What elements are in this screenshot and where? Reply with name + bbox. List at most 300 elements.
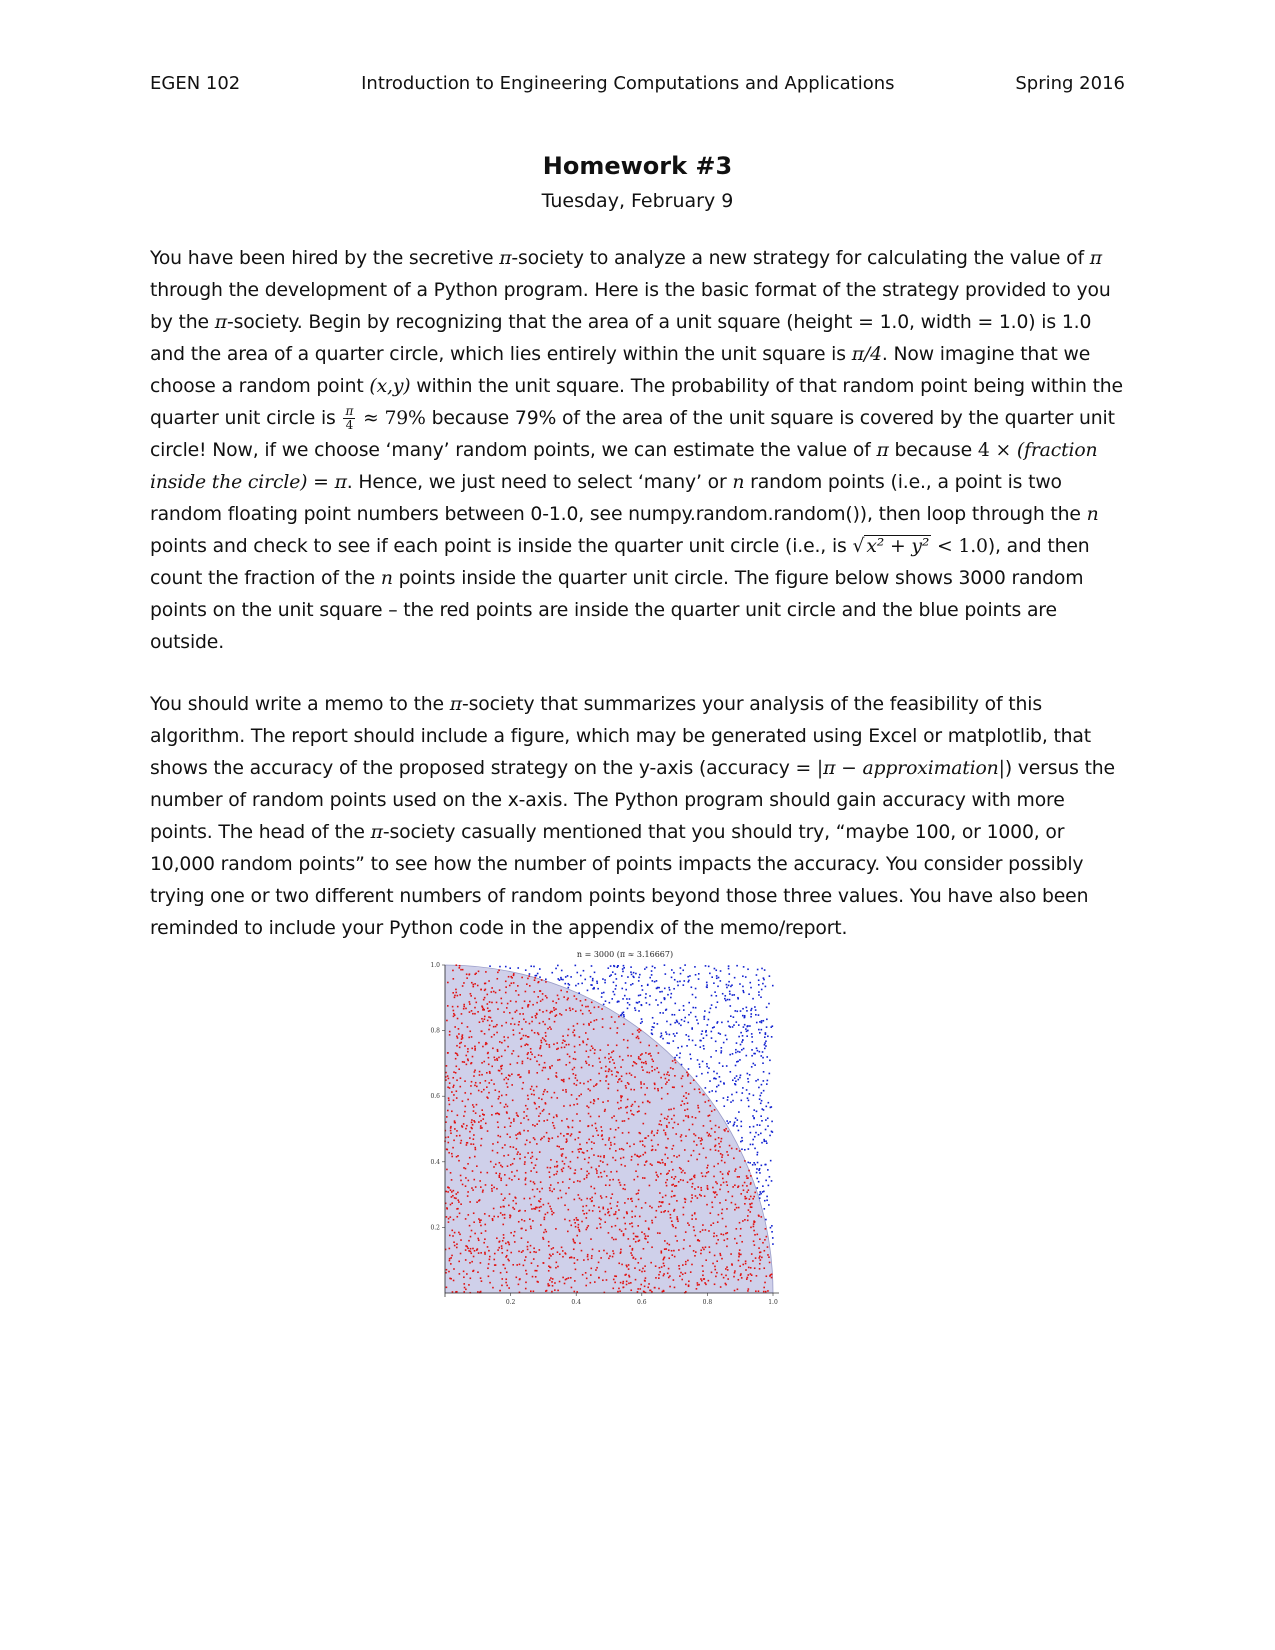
point-inside [517, 1062, 519, 1064]
point-inside [538, 1120, 540, 1122]
point-inside [629, 1146, 631, 1148]
point-inside [542, 1262, 544, 1264]
point-outside [517, 967, 519, 969]
point-inside [464, 1080, 466, 1082]
point-outside [771, 1036, 773, 1038]
point-inside [525, 991, 527, 993]
point-inside [631, 1159, 633, 1161]
point-inside [465, 1259, 467, 1261]
point-inside [619, 1148, 621, 1150]
point-inside [587, 1225, 589, 1227]
point-inside [710, 1135, 712, 1137]
point-outside [754, 1136, 756, 1138]
point-inside [483, 999, 485, 1001]
point-inside [574, 1067, 576, 1069]
point-inside [460, 969, 462, 971]
point-inside [557, 1136, 559, 1138]
point-inside [701, 1172, 703, 1174]
point-outside [713, 982, 715, 984]
point-inside [474, 1121, 476, 1123]
point-inside [698, 1284, 700, 1286]
point-inside [737, 1176, 739, 1178]
point-inside [731, 1202, 733, 1204]
point-inside [469, 1225, 471, 1227]
point-inside [602, 1279, 604, 1281]
point-inside [644, 1238, 646, 1240]
point-outside [630, 984, 632, 986]
point-outside [692, 994, 694, 996]
point-outside [749, 1162, 751, 1164]
point-inside [511, 1084, 513, 1086]
point-inside [504, 1144, 506, 1146]
point-inside [702, 1270, 704, 1272]
point-inside [502, 1252, 504, 1254]
point-inside [641, 1066, 643, 1068]
point-outside [747, 1162, 749, 1164]
point-outside [766, 1018, 768, 1020]
point-inside [531, 1021, 533, 1023]
point-outside [716, 975, 718, 977]
point-inside [540, 990, 542, 992]
point-inside [609, 1215, 611, 1217]
paragraph-1: You have been hired by the secretive π-society to analyze a new strategy for calculating the value of π through the development of a Python program. Here is the basic format of the strategy provided to you by the π-society. Begin by recognizing that the area of a unit square (height = 1.0, width = 1.0) is 1.0 and the area of a quarter circle, which lies entirely within the unit square is π/4. Now imagine that we choose a random point (x,y) within the unit square. The probability of that random point being within the quarter unit circle is $\frac{\pi}{4}$ ≈ 79% because 79% of the area of the unit square is covered by the quarter unit circle! Now, if we choose ‘many’ random points, we can estimate the value of π because 4 × (fraction inside the circle) = π. Hence, we just need to select ‘many’ or n random points (i.e., a point is two random floating point numbers between 0-1.0, see numpy.random.random()), then loop through the n points and check to see if each point is inside the quarter unit circle (i.e., is √ x² + y² < 1.0), and then count the fraction of the n points inside the quarter unit circle. The figure below shows 3000 random points on the unit square – the red points are inside the quarter unit circle and the blue points are outside. [150, 248, 1123, 653]
point-inside [540, 1000, 542, 1002]
point-inside [708, 1135, 710, 1137]
point-outside [732, 1100, 734, 1102]
point-outside [735, 1052, 737, 1054]
point-inside [561, 1197, 563, 1199]
point-inside [573, 1058, 575, 1060]
point-inside [593, 1086, 595, 1088]
point-inside [704, 1101, 706, 1103]
point-outside [696, 1019, 698, 1021]
point-inside [721, 1156, 723, 1158]
point-inside [513, 1034, 515, 1036]
point-inside [613, 1115, 615, 1117]
point-inside [585, 1032, 587, 1034]
point-outside [662, 1012, 664, 1014]
point-inside [726, 1184, 728, 1186]
point-outside [489, 965, 491, 967]
point-inside [771, 1273, 773, 1275]
point-inside [549, 1206, 551, 1208]
point-inside [577, 1023, 579, 1025]
point-outside [658, 987, 660, 989]
point-outside [753, 1094, 755, 1096]
point-inside [481, 1062, 483, 1064]
point-inside [492, 1287, 494, 1289]
point-outside [742, 1015, 744, 1017]
point-inside [741, 1241, 743, 1243]
point-inside [549, 1138, 551, 1140]
point-inside [498, 1057, 500, 1059]
point-inside [581, 1005, 583, 1007]
point-outside [680, 1024, 682, 1026]
point-outside [763, 1071, 765, 1073]
point-inside [673, 1279, 675, 1281]
point-inside [629, 1073, 631, 1075]
point-outside [754, 1164, 756, 1166]
point-inside [517, 1151, 519, 1153]
point-inside [699, 1092, 701, 1094]
point-inside [472, 986, 474, 988]
point-outside [764, 1042, 766, 1044]
point-inside [601, 1008, 603, 1010]
point-outside [692, 1007, 694, 1009]
point-inside [548, 1140, 550, 1142]
point-inside [450, 1257, 452, 1259]
point-inside [705, 1259, 707, 1261]
point-outside [509, 967, 511, 969]
point-inside [657, 1176, 659, 1178]
x-tick-label: 0.6 [637, 1299, 647, 1306]
point-inside [590, 1198, 592, 1200]
point-inside [536, 1013, 538, 1015]
point-outside [752, 998, 754, 1000]
point-inside [657, 1144, 659, 1146]
point-inside [529, 1198, 531, 1200]
point-inside [738, 1207, 740, 1209]
point-inside [531, 1162, 533, 1164]
point-inside [691, 1197, 693, 1199]
point-inside [466, 1064, 468, 1066]
point-inside [620, 1158, 622, 1160]
point-inside [665, 1248, 667, 1250]
point-inside [727, 1269, 729, 1271]
point-outside [753, 1063, 755, 1065]
page-header [150, 73, 1125, 94]
point-inside [565, 1064, 567, 1066]
point-inside [627, 1047, 629, 1049]
point-outside [733, 1016, 735, 1018]
point-inside [519, 1279, 521, 1281]
point-inside [509, 985, 511, 987]
point-inside [745, 1269, 747, 1271]
point-inside [667, 1157, 669, 1159]
point-inside [545, 981, 547, 983]
point-inside [607, 1100, 609, 1102]
point-inside [613, 1253, 615, 1255]
point-inside [470, 1236, 472, 1238]
point-outside [753, 1162, 755, 1164]
point-outside [607, 967, 609, 969]
point-inside [510, 1125, 512, 1127]
point-inside [539, 1191, 541, 1193]
point-outside [699, 1046, 701, 1048]
point-inside [752, 1198, 754, 1200]
point-inside [769, 1275, 771, 1277]
point-outside [745, 976, 747, 978]
point-inside [709, 1252, 711, 1254]
point-inside [665, 1182, 667, 1184]
point-inside [534, 1270, 536, 1272]
point-inside [609, 1203, 611, 1205]
point-inside [469, 1030, 471, 1032]
point-inside [746, 1278, 748, 1280]
point-outside [723, 1097, 725, 1099]
point-inside [505, 986, 507, 988]
point-inside [742, 1185, 744, 1187]
point-outside [736, 965, 738, 967]
point-outside [597, 988, 599, 990]
point-inside [577, 1259, 579, 1261]
point-inside [670, 1217, 672, 1219]
point-inside [612, 1059, 614, 1061]
point-inside [680, 1136, 682, 1138]
point-outside [627, 1002, 629, 1004]
point-inside [604, 1057, 606, 1059]
point-inside [668, 1211, 670, 1213]
y-tick-label: 0.8 [430, 1027, 440, 1035]
point-inside [552, 1253, 554, 1255]
point-inside [696, 1144, 698, 1146]
point-inside [474, 1069, 476, 1071]
point-inside [446, 1148, 448, 1150]
point-inside [616, 1171, 618, 1173]
point-outside [771, 1225, 773, 1227]
point-inside [651, 1291, 653, 1293]
point-inside [615, 1275, 617, 1277]
point-outside [714, 991, 716, 993]
point-outside [611, 998, 613, 1000]
point-inside [565, 1279, 567, 1281]
point-outside [671, 969, 673, 971]
point-inside [632, 1065, 634, 1067]
point-inside [709, 1105, 711, 1107]
point-inside [470, 995, 472, 997]
point-inside [601, 1197, 603, 1199]
point-inside [504, 1217, 506, 1219]
point-inside [658, 1124, 660, 1126]
point-outside [671, 1014, 673, 1016]
point-inside [503, 1036, 505, 1038]
point-outside [746, 1089, 748, 1091]
point-outside [555, 968, 557, 970]
point-inside [497, 1059, 499, 1061]
point-inside [675, 1062, 677, 1064]
point-inside [572, 1127, 574, 1129]
point-inside [544, 1039, 546, 1041]
point-inside [489, 1259, 491, 1261]
point-inside [598, 1250, 600, 1252]
point-inside [627, 1055, 629, 1057]
point-outside [717, 1001, 719, 1003]
point-inside [662, 1291, 664, 1293]
point-inside [615, 1213, 617, 1215]
point-inside [483, 1061, 485, 1063]
point-inside [697, 1284, 699, 1286]
point-inside [482, 1118, 484, 1120]
point-outside [708, 1067, 710, 1069]
point-inside [530, 1228, 532, 1230]
point-inside [448, 1078, 450, 1080]
point-inside [539, 1022, 541, 1024]
point-outside [674, 1022, 676, 1024]
point-inside [465, 1055, 467, 1057]
point-inside [651, 1150, 653, 1152]
point-outside [766, 1006, 768, 1008]
point-inside [575, 1010, 577, 1012]
point-outside [764, 1164, 766, 1166]
point-inside [596, 1267, 598, 1269]
point-inside [564, 1046, 566, 1048]
point-inside [535, 1017, 537, 1019]
point-outside [763, 1080, 765, 1082]
point-inside [503, 1155, 505, 1157]
point-inside [466, 1125, 468, 1127]
point-inside [693, 1150, 695, 1152]
point-inside [599, 1061, 601, 1063]
point-outside [756, 1111, 758, 1113]
point-outside [732, 1079, 734, 1081]
point-inside [607, 1209, 609, 1211]
point-inside [539, 1064, 541, 1066]
point-inside [591, 1125, 593, 1127]
point-inside [694, 1255, 696, 1257]
point-inside [501, 1073, 503, 1075]
point-inside [571, 1287, 573, 1289]
point-inside [627, 1040, 629, 1042]
point-inside [748, 1288, 750, 1290]
point-inside [609, 1069, 611, 1071]
point-outside [761, 1020, 763, 1022]
point-inside [685, 1135, 687, 1137]
point-inside [678, 1265, 680, 1267]
point-inside [637, 1192, 639, 1194]
point-inside [637, 1111, 639, 1113]
point-inside [750, 1267, 752, 1269]
point-inside [504, 1214, 506, 1216]
point-inside [452, 1195, 454, 1197]
point-inside [570, 1277, 572, 1279]
point-inside [457, 1208, 459, 1210]
point-inside [538, 1207, 540, 1209]
point-outside [760, 1095, 762, 1097]
point-outside [711, 1090, 713, 1092]
point-inside [538, 1115, 540, 1117]
point-inside [750, 1175, 752, 1177]
point-inside [467, 1099, 469, 1101]
point-inside [574, 1046, 576, 1048]
point-inside [642, 1177, 644, 1179]
point-inside [685, 1097, 687, 1099]
point-inside [611, 1070, 613, 1072]
point-inside [599, 1217, 601, 1219]
point-inside [595, 1127, 597, 1129]
point-inside [545, 1214, 547, 1216]
point-inside [471, 1081, 473, 1083]
point-inside [716, 1183, 718, 1185]
point-inside [454, 1128, 456, 1130]
point-outside [750, 1016, 752, 1018]
point-inside [642, 1123, 644, 1125]
point-outside [747, 1097, 749, 1099]
point-inside [473, 1221, 475, 1223]
point-inside [546, 997, 548, 999]
point-inside [480, 989, 482, 991]
point-inside [628, 1268, 630, 1270]
point-inside [647, 1241, 649, 1243]
point-inside [446, 1216, 448, 1218]
point-inside [666, 1125, 668, 1127]
point-inside [505, 1282, 507, 1284]
point-outside [750, 1144, 752, 1146]
point-inside [585, 1061, 587, 1063]
point-inside [654, 1287, 656, 1289]
point-outside [632, 983, 634, 985]
point-inside [528, 1119, 530, 1121]
point-inside [621, 1148, 623, 1150]
point-inside [576, 1235, 578, 1237]
point-outside [726, 984, 728, 986]
point-inside [497, 972, 499, 974]
point-outside [732, 1053, 734, 1055]
point-inside [682, 1264, 684, 1266]
point-outside [763, 1020, 765, 1022]
point-inside [450, 1132, 452, 1134]
point-inside [505, 1104, 507, 1106]
point-outside [603, 1004, 605, 1006]
point-inside [611, 1074, 613, 1076]
point-inside [720, 1153, 722, 1155]
point-inside [458, 1232, 460, 1234]
point-inside [568, 1187, 570, 1189]
point-inside [498, 970, 500, 972]
point-inside [684, 1198, 686, 1200]
point-inside [579, 1131, 581, 1133]
point-inside [634, 1076, 636, 1078]
point-outside [631, 974, 633, 976]
point-inside [706, 1132, 708, 1134]
point-inside [569, 1105, 571, 1107]
x-tick-label: 0.8 [702, 1299, 713, 1306]
point-inside [457, 1199, 459, 1201]
point-outside [601, 992, 603, 994]
point-inside [637, 1164, 639, 1166]
point-outside [666, 1021, 668, 1023]
point-inside [631, 1254, 633, 1256]
point-inside [617, 1201, 619, 1203]
point-inside [472, 1170, 474, 1172]
point-inside [651, 1207, 653, 1209]
point-inside [486, 994, 488, 996]
point-inside [468, 1180, 470, 1182]
point-inside [456, 1247, 458, 1249]
point-inside [691, 1116, 693, 1118]
point-outside [653, 1022, 655, 1024]
point-inside [568, 1044, 570, 1046]
point-inside [460, 1042, 462, 1044]
point-inside [537, 1032, 539, 1034]
point-inside [482, 1191, 484, 1193]
point-outside [615, 973, 617, 975]
point-outside [665, 1031, 667, 1033]
point-inside [759, 1252, 761, 1254]
point-inside [683, 1239, 685, 1241]
point-inside [580, 1148, 582, 1150]
point-outside [743, 1026, 745, 1028]
point-inside [690, 1082, 692, 1084]
point-inside [582, 1013, 584, 1015]
point-inside [532, 1004, 534, 1006]
point-inside [633, 1238, 635, 1240]
point-inside [611, 1117, 613, 1119]
point-outside [651, 1029, 653, 1031]
point-inside [566, 1118, 568, 1120]
point-inside [471, 1119, 473, 1121]
point-outside [697, 1023, 699, 1025]
point-outside [629, 1004, 631, 1006]
